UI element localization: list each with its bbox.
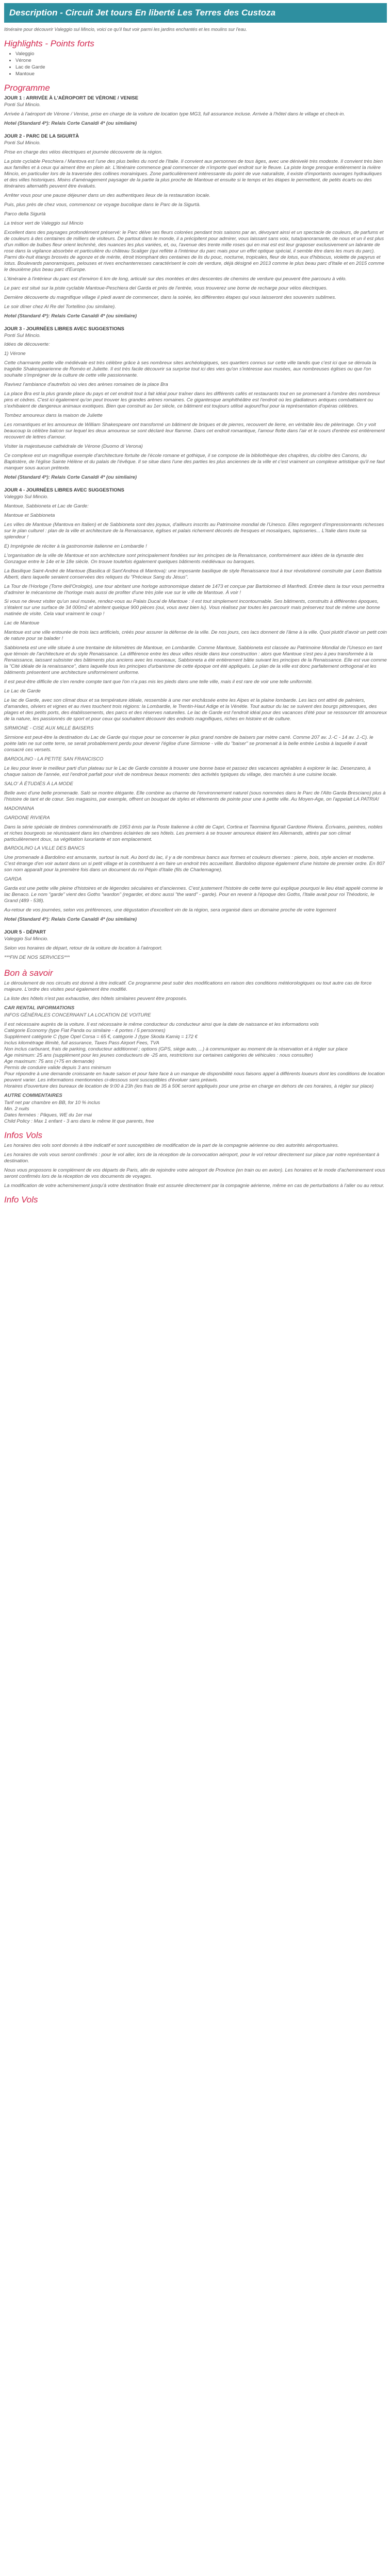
day-paragraph: MADONNINA <box>4 805 35 811</box>
infos-vols-heading: Infos Vols <box>4 1130 43 1140</box>
day-paragraph: BARDOLINO LA VILLE DES BANCS <box>4 845 85 852</box>
day-location: Ponti Sul Mincio. <box>4 332 41 338</box>
day-paragraph: Cette charmante petite ville médiévale est très célèbre grâce à ses nombreux sites archéologiques, ses quartiers connus sur cette ville tandis que c'est ici que se déroula la tragédie Shakespearienne de Roméo et Juliette. Il est très facile découvrir sa surprise tout ici des vies qu'on s'intéresse aux musées, aux nombreuses églises ou que l'on souhaite s'imprégner de la culture de cette ville passionnante. <box>4 360 377 379</box>
day-paragraph: ***FIN DE NOS SERVICES*** <box>4 955 70 961</box>
day-paragraph: Au-retour de vos journées, selon vos préférences, une dégustation d'excellent vin de la région, sera organisé dans un domaine proche de votre logement <box>4 907 336 913</box>
day-paragraph: La place Bra est la plus grande place du pays et cet endroit tout à fait idéal pour traîner dans les différents cafés et restaurants tout en se promenant à l'ombre des nombreux pins et cèdres. C'est ici également qu'on peut trouver les grandes arènes romaines. Ce gigantesque amphithéâtre est l'endroit où les gladiateurs antiques combattaient ou s'exhibaient de dangereux animaux exotiques. Bien que construit au 1er siècle, ce bâtiment est toujours utilisé aujourd'hui pour la représentation d'opéras célèbres. <box>4 391 380 410</box>
other-comment-line: Child Policy : Max 1 enfant - 3 ans dans le même lit que parents, free <box>4 1118 154 1124</box>
infos-vols-body <box>4 1143 387 1189</box>
info-vols-footer-heading: Info Vols <box>4 1195 38 1205</box>
day-paragraph: Ce complexe est un magnifique exemple d'architecture fortuite de l'école romane et gothique, il se compose de la bibliothèque des chapitres, du cloître des Canons, du Baptistère, de l'église Sainte Hélène et du palais de l'évêque. Il se situe dans l'une des parties les plus anciennes de la ville et c'est vraiment un complexe artistique qu'il ne faut manquer sous aucun prétexte. <box>4 453 385 471</box>
day-paragraph: GARDA <box>4 876 22 883</box>
day-location: Ponti Sul Mincio. <box>4 140 41 146</box>
day-paragraph: Une promenade à Bardolino est amusante, surtout la nuit. Au bord du lac, il y a de nombreux bancs aux formes et couleurs diverses : pierre, bois, style ancien et moderne. C'est étrange d'en voir autant dans un si petit village et la contribuent à en faire un endroit très accueillant. Bardolino dispose également d'une histoire de premier ordre. En 807 son nom apparaît pour la première fois dans un document du roi Pépin d'Italie (fils de Charlemagne). <box>4 855 385 873</box>
highlight-item: • Lac de Garde <box>15 64 387 71</box>
day-section <box>4 133 387 319</box>
day-paragraph: Tombez amoureux dans la maison de Juliette <box>4 413 103 419</box>
day-paragraph: SIRMIONE - CISE AUX MILLE BAISERS <box>4 725 94 731</box>
car-rental-line: Horaires d'ouverture des bureaux de location de 9:00 à 23h (les frais de 35 à 50€ seront appliqués pour une prise en charge en dehors de ces horaires, à régler sur place) <box>4 1083 374 1089</box>
flight-info-paragraph: Les horaires des vols sont donnés à titre indicatif et sont susceptibles de modification de la part de la compagnie aérienne ou des autorités aéroportuaires. <box>4 1143 339 1149</box>
day-paragraph: Belle avec d'une belle promenade. Salò se montre élégante. Elle combine au charme de l'environnement naturel (sous nommées dans le Parc de l'Alto Garda Bresciano) plus à l'histoire de tant et de cœur. Ses magasins, par exemple, offrent un bouquet de styles et vêtements de pointe pour une à petite ville. Au Moyen-Age, on l'appelait LA PATRIA! <box>4 790 386 802</box>
other-comment-line: Dates fermées : Pâques, WE du 1er mai <box>4 1112 92 1118</box>
day-section <box>4 326 387 481</box>
programme-heading: Programme <box>4 83 50 93</box>
bon-a-savoir-body <box>4 980 387 1002</box>
car-rental-lines <box>4 1022 387 1090</box>
day-paragraph: Sirmione est peut-être la destination du Lac de Garde qui risque pour se concerner le plus grand nombre de baisers par mètre carré. Comme 207 av. J.-C - 14 av. J.-C). le poète latin ne sut cette terre, se serait probablement perdu pour devenir l'église d'une Sirmione - ville du "baiser" se promenait à la belle entrée Lesbia à laquelle il avait consacré ces versets. <box>4 734 373 753</box>
day-section <box>4 929 387 961</box>
day-paragraph: L'itinéraire à l'intérieur du parc est d'environ 6 km de long, articulé sur des montées et des descentes de chemins de verdure qui peuvent être parcouru à vélo. <box>4 276 347 282</box>
car-rental-line: Il est nécessaire auprès de la voiture. Il est nécessaire le même conducteur du conducteur ainsi que la date de naissance et les informations vols <box>4 1022 319 1028</box>
day-paragraph: Dans la série spéciale de timbres commémoratifs de 1953 émis par la Poste Italienne à côté de Capri, Cortina et Taormina figurait Gardone Riviera. Écrivains, peintres, nobles et riches bourgeois se réunissaient dans les chambres éclairées de ses hôtels. Les premiers à se trouver amoureux étaient les Allemands, attirés par son climat particulièrement doux, sa végétation luxuriante et son emplacement. <box>4 824 383 842</box>
day-location: Valeggio Sul Mincio. <box>4 936 48 942</box>
car-rental-heading: CAR RENTAL INFORMATIONS <box>4 1005 75 1011</box>
car-rental-line: Age minimum: 25 ans (supplément pour les jeunes conducteurs de -25 ans, restrictions sur certaines catégories de véhicules : nous consulter) <box>4 1053 313 1059</box>
day-location: Valeggio Sul Mincio. <box>4 494 48 500</box>
day-paragraph: Idées de découverte: <box>4 342 50 348</box>
day-title: JOUR 2 - PARC DE LA SIGURTÀ <box>4 133 79 140</box>
day-hotel: Hotel (Standard 4*): Relais Corte Canaldi 4* (ou similaire) <box>4 313 137 319</box>
day-paragraph: Le lieu pour lever le meilleur parti d'un plateau sur le Lac de Garde consiste à trouver une bonne base et passez des vacances agréables à explorer le lac. Desenzano, à chaque saison de l'année, est l'endroit parfait pour vivit de nombreux beaux moments: des activités typiques du village, des marchés à une cuisine locale. <box>4 765 371 777</box>
flight-info-paragraph: Les horaires de vols vous seront confirmés : pour le vol aller, lors de la réception de la convocation aéroport, pour le vol retour directement sur place par notre représentant à destination. <box>4 1152 380 1164</box>
other-comment-line: Tarif net par chambre en BB, for 10 % inclus <box>4 1099 101 1106</box>
day-paragraph: Sabbioneta est une ville située à une trentaine de kilomètres de Mantoue, en Lombardie. Comme Mantoue, Sabbioneta est classée au Patrimoine Mondial de l'Unesco en tant que témoin de l'architecture et du style Renaissance. La différence entre les deux villes réside dans leur construction : alors que Mantoue s'est peu à peu transformée à la Renaissance, laissant subsister des bâtiments plus anciens avec les nouveaux, Sabbioneta a été entièrement bâtie suivant les principes de la Renaissance. Elle est vue comme la "Cité idéale de la renaissance", dans laquelle tous les principes d'urbanisme de cette époque ont été appliqués. Le plan de la ville est donc parfaitement orthogonal et les bâtiments présentent une architecture uniformément uniforme. <box>4 645 387 676</box>
car-rental-line: Permis de conduire valide depuis 3 ans minimum <box>4 1065 111 1071</box>
other-comment-line: Min. 2 nuits <box>4 1106 29 1112</box>
day-paragraph: BARDOLINO - LA PETITE SAN FRANCISCO <box>4 756 104 762</box>
day-paragraph: La piste cyclable Peschiera / Mantova est l'une des plus belles du nord de l'Italie. Il convient aux personnes de tous âges, avec une dénivelé très modeste. Il convient très bien aux familles et à ceux qui aiment être en plein air. L'itinéraire commence geal commencer de n'importe quel endroit sur le fleuve. La piste longe presque entièrement la rivière Mincio, en particulier lors de la traversée des collines morainiques. Zone particulièrement intéressante du point de vue naturaliste, il existe d'importants ouvrages hydrauliques et des villes historiques. Moins d'aménagement paysager de la partie la plus proche de Mantoue et ensuite si le temps et les étapes le permettent, de petits écarts ou des itinéraires alternatifs peuvent être évalués. <box>4 159 383 190</box>
day-paragraph: E) Imprégnée de réciter à la gastronomie italienne en Lombardie ! <box>4 543 147 549</box>
flight-info-paragraph: Nous vous proposons le complément de vos départs de Paris, afin de rejoindre votre aéroport de Province (en train ou en avion). Les horaires et le mode d'acheminement vous seront confirmés lors de la réception de vos documents de voyages. <box>4 1167 385 1180</box>
day-paragraph: La Basilique Saint-André de Mantoue (Basilica di Sant'Andrea di Mantova): une imposante basilique de style Renaissance tout à tour révolutionné construite par Leon Battista Alberti, dans laquelle seraient conservées des reliques du "Précieux Sang du Jésus". <box>4 568 382 580</box>
day-paragraph: Mantoue et Sabbioneta <box>4 512 55 518</box>
day-paragraph: Selon vos horaires de départ, retour de la voiture de location à l'aéroport. <box>4 945 163 952</box>
day-paragraph: Si vous ne devez visiter qu'un seul musée, rendez-vous au Palais Ducal de Mantoue : il est tout simplement incontournable. Ses bâtiments, construits à différentes époques, s'étalent sur une surface de 34 000m2 et abritent quelque 900 pièces (oui, vous avez bien lu). Vous réalisez par toutes les parcourir mais préservez tout de même une bonne matinée de visite. Cela vaut vraiment le coup ! <box>4 599 380 617</box>
day-title: JOUR 5 - DÉPART <box>4 929 46 936</box>
other-comments-lines <box>4 1100 387 1125</box>
highlight-item: • Valeggio <box>15 51 387 57</box>
day-paragraph: Le lac de Garde, avec son climat doux et sa température idéale, ressemble à une mer enchâssée entre les Alpes et la plaine lombarde. Les lacs ont attiré de palmiers, d'amandes, oliviers et vignes et au rives touchent trois régions: la Lombardie, le Trentin-Haut Adige et la Vénétie. Tout autour du lac se suivent des bourgs pittoresques, des plages et des petits ports, des établissements, des parcs et des réserves naturelles. Le lac de Garde est l'endroit idéal pour des vacances d'été pour se ressourcer tôt amoureux de la nature, les passionnés de sport et pour ceux qui souhaitent découvrir des endroits magnifiques, riches en histoire et de culture. <box>4 698 387 722</box>
car-rental-line: Pour répondre à une demande croissante en haute saison et pour faire face à un manque de disponibilité nous faisons appel à différents loueurs dont les conditions de location peuvent varier. Les informations mentionnées ci-dessous sont susceptibles d'évoluer sans préavis. <box>4 1071 385 1083</box>
intro-text: Itinéraire pour découvrir Valeggio sul Mincio, voici ce qu'il faut voir parmi les jardins enchantés et les moulins sur l'eau. <box>4 27 247 32</box>
day-location: Ponti Sul Mincio. <box>4 102 41 108</box>
day-paragraph: Mantoue, Sabbioneta et Lac de Garde: <box>4 503 89 509</box>
highlights-heading: Highlights - Points forts <box>4 38 94 48</box>
day-paragraph: Arrivée à l'aéroport de Vérone / Venise, prise en charge de la voiture de location type MG3, full assurance incluse. Arrivée à l'hôtel dans le village et check-in. <box>4 111 345 117</box>
highlight-item: • Mantoue <box>15 71 387 77</box>
day-paragraph: La Tour de l'Horloge (Torre dell'Orologio), une tour abritant une horloge astronomique datant de 1473 et conçue par Bartolomeo di Manfredi. Entrée dans la tour vous permettra d'admirer le mécanisme de l'horloge mais aussi de profiter d'une très jolie vue sur le ville de Mantoue. À voir ! <box>4 583 384 596</box>
highlights-list <box>4 51 387 77</box>
day-paragraph: Excellent dans des paysages profondément préservé: le Parc délve ses fleurs colorées pendant trois saisons par an, dévoyant ainsi et un spectacle de couleurs, de parfums et de couleurs à des centaines de milliers de visiteurs. De partout dans le monde, il a précipitent pour admirer, vous laissant sans voix, tuta/panoramante, de nous et un il est plus d'un million de bulbes fleur orient lechmhé, des nuances les plus variées, et, ou, l'avenue des trente mille roses qui en mai est est leur graposer exclusivement un labrante de rose dans la vigilance absorbée et particulière du château Scaliger (qui reflète à l'intérieur du parc mais pour un effet optique spécial, il semble être dans les murs du parc). Parmi dix-huit étangs brosvés de agonze et de mérite, étroit triomphant des centaines de lis du pouc, nocturne, tropicales, fleur de lotus, eux d'hibiscus, violette de papyrus et Iotus. Boulevards panoramiques, pelouses et rives enchanterresses caractérisent le coin de verdure, déjà désigné en 2013 comme le plus beau parc d'Italie et en 2015 comme le deuxième plus beau parc d'Europe. <box>4 229 384 273</box>
day-paragraph: Lac de Mantoue <box>4 620 40 626</box>
page <box>0 0 391 1212</box>
day-paragraph: Garda est une petite ville pleine d'histoires et de légendes séculaires et d'anciennes. C'est justement l'histoire de cette terre qui explique pourquoi le lieu était appelé comme le lac Benaco. Le nom "garde" vient des Goths "wardon" (regarder, et donc aussi "the ward" - garde). Pour en revenir à l'époque des Goths, l'Italie avait pour roi Théodoric, le Grand (489 - 538). <box>4 886 383 904</box>
car-rental-line: Inclus kilométrage illimité, full assurance, Taxes Pass Airport Fees, TVA <box>4 1040 159 1046</box>
day-paragraph: Arrêter vous pour une pause déjeuner dans un des authentiques lieux de la restauration locale. <box>4 193 210 199</box>
car-rental-line: Catégorie Economy (type Fiat Panda ou similaire - 4 portes / 5 personnes) <box>4 1028 166 1034</box>
car-rental-line: Non inclus carburant, frais de parking, conducteur additionnel ; options (GPS, siège auto, ...) à communiquer au moment de la réservation et à régler sur place <box>4 1046 348 1053</box>
day-paragraph: Mantoue est une ville entourée de trois lacs artificiels, créés pour assurer la défense de la ville. De nos jours, ces lacs donnent de l'âme à la ville. Quoi plutôt d'avoir un petit coin de nature pour se balader ! <box>4 630 387 642</box>
programme-days <box>4 95 387 961</box>
day-paragraph: GARDONE RIVIERA <box>4 815 50 821</box>
day-title: JOUR 4 - JOURNÉES LIBRES AVEC SUGGESTIONS <box>4 487 124 493</box>
day-title: JOUR 3 - JOURNÉES LIBRES AVEC SUGGESTIONS <box>4 326 124 332</box>
day-paragraph: 1) Vérone <box>4 351 26 357</box>
day-paragraph: SALO' À ÉTUDIÉS À LA MODE <box>4 781 73 787</box>
day-section <box>4 95 387 127</box>
page-title: Description - Circuit Jet tours En liberté Les Terres des Custoza <box>4 3 387 23</box>
day-paragraph: Les villes de Mantoue (Mantova en Italien) et de Sabbioneta sont des joyaux, d'ailleurs inscrits au Patrimoine mondial de l'Unesco. Elles regorgent d'impressionnants richesses sur le plan culturel : plan de la ville et architecture de la Renaissance, églises et palais richement décorés de fresques et mosaïques, tapisseries... L'Italie dans toute sa splendeur ! <box>4 521 384 540</box>
day-hotel: Hotel (Standard 4*): Relais Corte Canaldi 4* (ou similaire) <box>4 474 137 480</box>
day-hotel: Hotel (Standard 4*): Relais Corte Canaldi 4* (ou similaire) <box>4 917 137 923</box>
car-rental-line: Supplément catégorie C (type Opel Corsa = 65 €, catégorie J (type Skoda Kamiq = 172 € <box>4 1034 198 1040</box>
day-paragraph: Ravivez l'ambiance d'autrefois où vies des arènes romaines de la place Bra <box>4 382 168 388</box>
day-paragraph: Parco della Sigurtà <box>4 211 46 217</box>
day-paragraph: Il est peut-être difficile de s'en rendre compte tant que l'on n'a pas mis les pieds dans une telle ville, mais il est rare de voir une telle uniformité. <box>4 679 313 685</box>
day-paragraph: Dernière découverte du magnifique village il piedi avant de commencer, dans la soirée, les différentes étapes qui vous laisseront des souvenirs sublimes. <box>4 294 336 300</box>
day-paragraph: La trésor vert de Valeggio sul Mincio <box>4 220 84 226</box>
day-paragraph: L'organisation de la ville de Mantoue et son architecture sont principalement fondées sur les principes de la Renaissance, conformément aux idées de la dynastie des Gonzague entre le 14e et le 18e siècle. On trouve toutefois également quelques bâtiments médiévaux ou baroques. <box>4 552 364 565</box>
day-title: JOUR 1 : ARRIVÉE À L'AÉROPORT DE VÉRONE / VENISE <box>4 95 139 101</box>
day-paragraph: Le Lac de Garde <box>4 688 41 694</box>
day-paragraph: Puis, plus près de chez vous, commencez ce voyage bucolique dans le Parc de la Sigurtà. <box>4 202 201 208</box>
car-rental-subheading: INFOS GÉNÉRALES CONCERNANT LA LOCATION DE VOITURE <box>4 1012 151 1019</box>
flight-info-paragraph: La modification de votre acheminement jusqu'à votre destination finale est assurée directement par la compagnie aérienne, même en cas de perturbations à l'aller ou au retour. <box>4 1183 385 1189</box>
bon-a-savoir-heading: Bon à savoir <box>4 968 53 978</box>
car-rental-line: Age maximum: 75 ans (+75 en demande) <box>4 1059 95 1065</box>
info-paragraph: Le déroulement de nos circuits est donné à titre indicatif. Ce programme peut subir des modifications en raison des conditions météorologiques ou tout autre cas de force majeure. L'ordre des visites peut également être modifié. <box>4 980 372 993</box>
day-paragraph: Les romantiques et les amoureux de William Shakespeare ont transformé un bâtiment de briques et de pierres, recouvert de lierre, en véritable lieu de pèlerinage. On y voit beaucoup la célèbre balcon sur lequel les deux amoureux se sont déclaré leur flamme. Dans cet endroit romantique, l'amour flotte dans l'air et le cours d'entrée est entièrement recouvert de lettres d'amour. <box>4 422 385 440</box>
other-comments-heading: AUTRE COMMENTAIRES <box>4 1092 62 1098</box>
day-section <box>4 487 387 923</box>
day-paragraph: Le soir dîner chez Al Re del Tortellino (ou similaire). <box>4 303 116 310</box>
day-paragraph: Le parc est situé sur la piste cyclable Mantoue-Peschiera del Garda et près de l'entrée, vous trouverez une borne de recharge pour vélos électriques. <box>4 285 328 291</box>
day-paragraph: Prise en charge des vélos électriques et journée découverte de la région. <box>4 149 163 156</box>
day-paragraph: Visiter la majestueuse cathédrale de Vérone (Duomo di Verona) <box>4 444 143 450</box>
day-hotel: Hotel (Standard 4*): Relais Corte Canaldi 4* (ou similaire) <box>4 121 137 127</box>
info-paragraph: La liste des hôtels n'est pas exhaustive, des hôtels similaires peuvent être proposés. <box>4 996 188 1002</box>
highlight-item: • Vérone <box>15 58 387 64</box>
